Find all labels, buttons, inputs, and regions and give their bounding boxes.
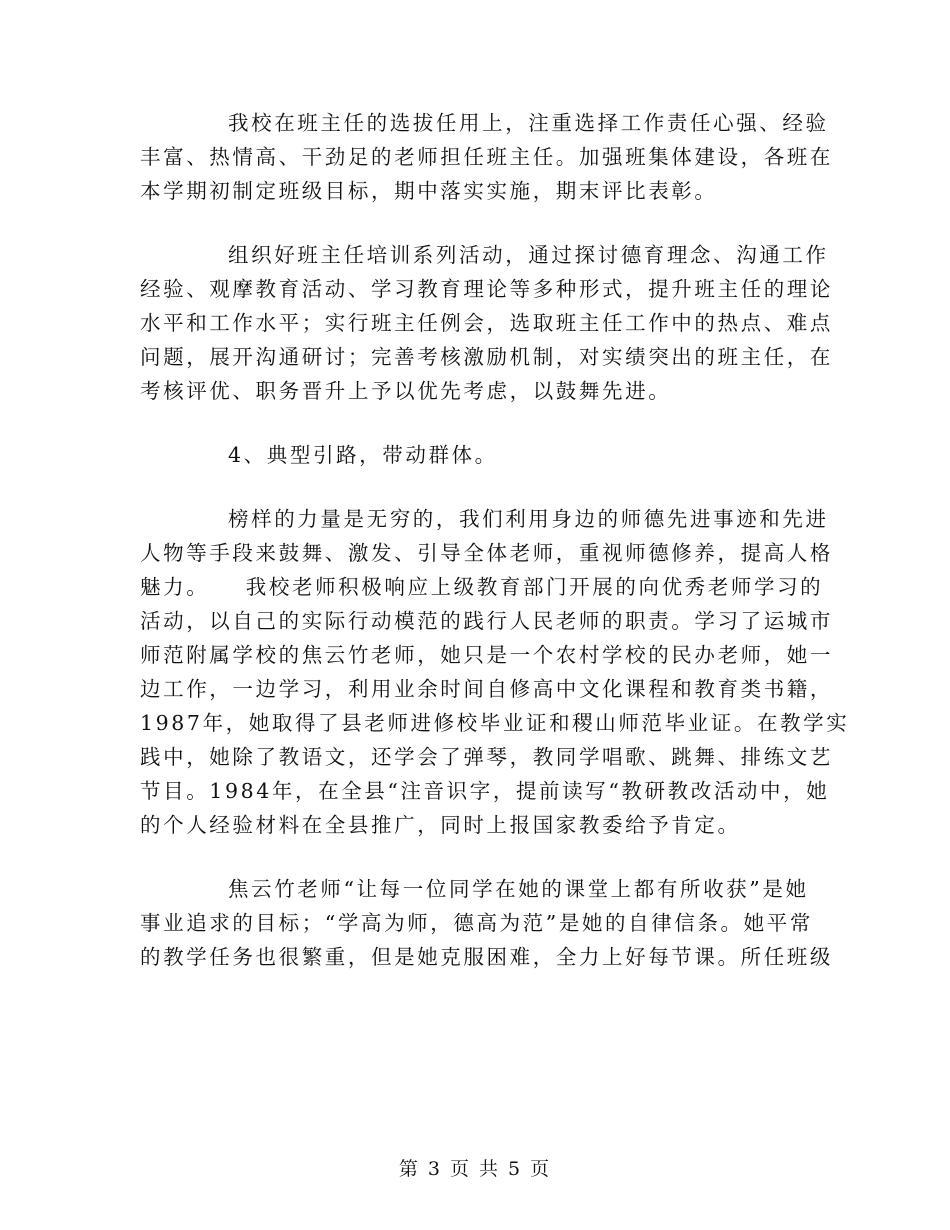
paragraph-role-model-example (140, 502, 850, 842)
text-line: 魅力。 我校老师积极响应上级教育部门开展的向优秀老师学习的 (140, 575, 824, 599)
text-line: 4、典型引路，带动群体。 (228, 443, 498, 467)
text-line: 1987年，她取得了县老师进修校毕业证和稷山师范毕业证。在教学实 (140, 711, 850, 735)
text-line: 师范附属学校的焦云竹老师，她只是一个农村学校的民办老师，她一 (140, 643, 833, 667)
text-line: 边工作，一边学习，利用业余时间自修高中文化课程和教育类书籍， (140, 677, 833, 701)
text-line: 焦云竹老师“让每一位同学在她的课堂上都有所收获”是她 (228, 877, 809, 901)
text-line: 的个人经验材料在全县推广，同时上报国家教委给予肯定。 (140, 813, 741, 837)
text-line: 丰富、热情高、干劲足的老师担任班主任。加强班集体建设，各班在 (140, 145, 833, 169)
document-body (140, 106, 850, 1004)
paragraph-teacher-training (140, 238, 833, 408)
text-line: 问题，展开沟通研讨；完善考核激励机制，对实绩突出的班主任，在 (140, 345, 833, 369)
text-line: 节目。1984年，在全县“注音识字，提前读写“教研教改活动中，她 (140, 779, 830, 803)
text-line: 组织好班主任培训系列活动，通过探讨德育理念、沟通工作 (228, 243, 829, 267)
text-line: 榜样的力量是无穷的，我们利用身边的师德先进事迹和先进 (228, 507, 829, 531)
paragraph-teacher-goals (140, 872, 833, 974)
text-line: 本学期初制定班级目标，期中落实实施，期末评比表彰。 (140, 179, 718, 203)
section-heading-role-models (140, 438, 800, 472)
text-line: 的教学任务也很繁重，但是她克服困难，全力上好每节课。所任班级 (140, 945, 833, 969)
text-line: 活动，以自己的实际行动模范的践行人民老师的职责。学习了运城市 (140, 609, 833, 633)
text-line: 经验、观摩教育活动、学习教育理论等多种形式，提升班主任的理论 (140, 277, 833, 301)
text-line: 事业追求的目标；“学高为师，德高为范”是她的自律信条。她平常 (140, 911, 813, 935)
paragraph-class-teacher-selection (140, 106, 833, 208)
text-line: 考核评优、职务晋升上予以优先考虑，以鼓舞先进。 (140, 379, 672, 403)
text-line: 践中，她除了教语文，还学会了弹琴，教同学唱歌、跳舞、排练文艺 (140, 745, 833, 769)
text-line: 人物等手段来鼓舞、激发、引导全体老师，重视师德修养，提高人格 (140, 541, 833, 565)
page-number-footer: 第 3 页 共 5 页 (398, 1158, 552, 1180)
text-line: 我校在班主任的选拔任用上，注重选择工作责任心强、经验 (228, 111, 829, 135)
text-line: 水平和工作水平；实行班主任例会，选取班主任工作中的热点、难点 (140, 311, 833, 335)
